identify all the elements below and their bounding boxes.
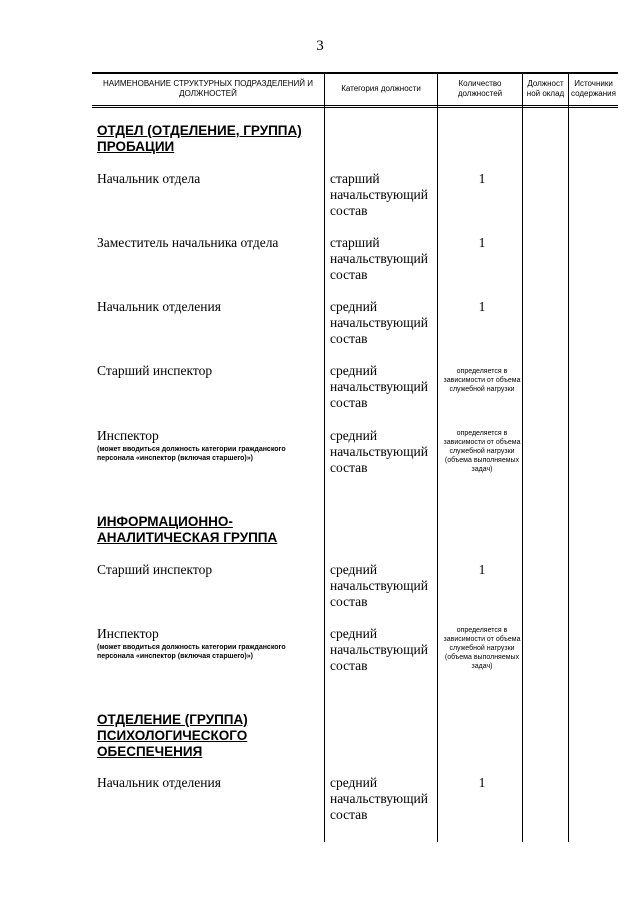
header-quantity: Количество должностей (457, 79, 503, 98)
position-category: средний начальствующий состав (330, 775, 428, 822)
page-number: 3 (316, 38, 324, 54)
position-category: средний начальствующий состав (330, 363, 428, 410)
position-name: Начальник отдела (97, 171, 201, 186)
position-name: Старший инспектор (97, 363, 213, 378)
position-name: Начальник отделения (97, 299, 221, 314)
position-quantity: 1 (478, 299, 486, 314)
staff-table (92, 72, 618, 842)
position-quantity: определяется в зависимости от объема служебной нагрузки (объема выполняемых задач) (443, 627, 521, 670)
position-quantity: 1 (478, 562, 486, 577)
section-title: ОТДЕЛ (ОТДЕЛЕНИЕ, ГРУППА) ПРОБАЦИИ (97, 123, 302, 154)
position-note: (может вводиться должность категории гражданского персонала «инспектор (включая старшего)») (97, 446, 286, 462)
column-divider-4 (568, 72, 569, 842)
header-funding-source: Источники содержания (571, 79, 616, 98)
position-name-with-note (97, 428, 322, 463)
position-quantity: 1 (478, 171, 486, 186)
position-name-with-note (97, 626, 322, 661)
header-subdivisions: НАИМЕНОВАНИЕ СТРУКТУРНЫХ ПОДРАЗДЕЛЕНИЙ И ДОЛЖНОСТЕЙ (102, 79, 314, 98)
position-category: средний начальствующий состав (330, 626, 428, 673)
position-name: Начальник отделения (97, 775, 221, 790)
header-bottom-rule-double (92, 107, 618, 108)
column-divider-3 (522, 72, 523, 842)
position-quantity: 1 (478, 235, 486, 250)
position-quantity: 1 (478, 775, 486, 790)
section-title: ИНФОРМАЦИОННО-АНАЛИТИЧЕСКАЯ ГРУППА (97, 514, 278, 545)
position-note: (может вводиться должность категории гражданского персонала «инспектор (включая старшего)») (97, 644, 286, 660)
position-category: средний начальствующий состав (330, 299, 428, 346)
position-quantity: определяется в зависимости от объема служебной нагрузки (443, 368, 521, 393)
position-category: старший начальствующий состав (330, 171, 428, 218)
position-quantity: определяется в зависимости от объема служебной нагрузки (объема выполняемых задач) (443, 430, 521, 473)
section-title: ОТДЕЛЕНИЕ (ГРУППА) ПСИХОЛОГИЧЕСКОГО ОБЕСПЕЧЕНИЯ (97, 712, 248, 759)
position-name: Старший инспектор (97, 562, 213, 577)
column-divider-1 (324, 72, 325, 842)
position-name: Инспектор (97, 626, 159, 641)
position-category: старший начальствующий состав (330, 235, 428, 282)
position-name: Заместитель начальника отдела (97, 235, 279, 250)
position-category: средний начальствующий состав (330, 428, 428, 475)
position-name: Инспектор (97, 428, 159, 443)
header-salary: Должност ной оклад (526, 79, 565, 98)
header-category: Категория должности (341, 84, 421, 93)
position-category: средний начальствующий состав (330, 562, 428, 609)
